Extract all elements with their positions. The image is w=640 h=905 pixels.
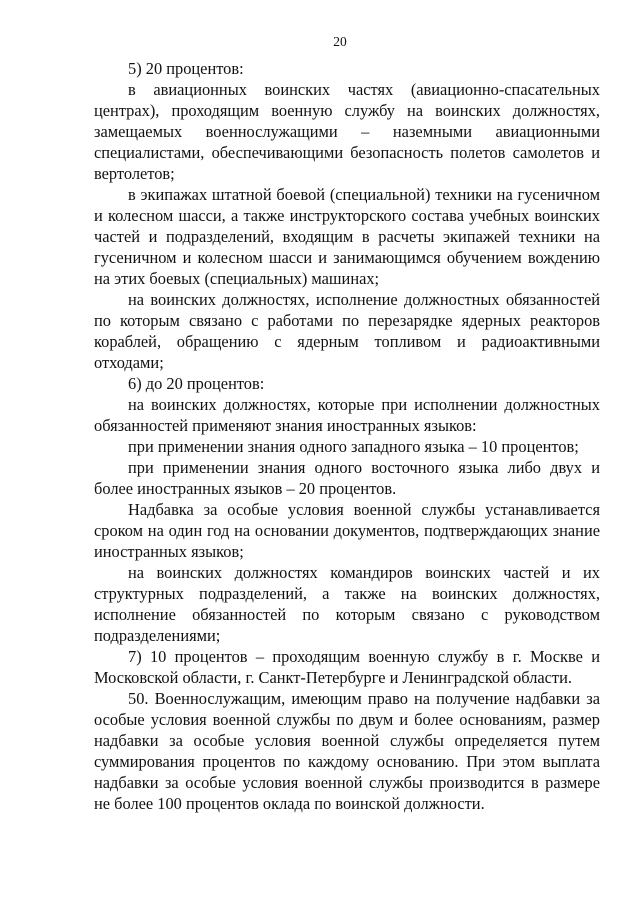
paragraph-allowance-term: Надбавка за особые условия военной службы устанавливается сроком на один год на основании документов, подтверждающих знание иностранных языков; bbox=[94, 500, 600, 561]
paragraph-nuclear: на воинских должностях, исполнение должностных обязанностей по которым связано с работами по перезарядке ядерных реакторов кораблей, обращению с ядерным топливом и радиоактивными отходами; bbox=[94, 290, 600, 372]
paragraph-languages: на воинских должностях, которые при исполнении должностных обязанностей применяют знания иностранных языков: bbox=[94, 395, 600, 435]
paragraph-6-heading: 6) до 20 процентов: bbox=[128, 374, 265, 393]
paragraph-50: 50. Военнослужащим, имеющим право на получение надбавки за особые условия военной службы по двум и более основаниям, размер надбавки за особые условия военной службы определяется путем суммирования процентов по каждому основанию. При этом выплата надбавки за особые условия военной службы производится в размере не более 100 процентов оклада по воинской должности. bbox=[94, 689, 600, 813]
paragraph-5-heading: 5) 20 процентов: bbox=[128, 59, 244, 78]
paragraph-western-language: при применении знания одного западного языка – 10 процентов; bbox=[128, 437, 579, 456]
document-body bbox=[94, 58, 600, 814]
paragraph-commanders: на воинских должностях командиров воинских частей и их структурных подразделений, а также на воинских должностях, исполнение обязанностей по которым связано с руководством подразделениями; bbox=[94, 563, 600, 645]
paragraph-eastern-language: при применении знания одного восточного языка либо двух и более иностранных языков – 20 процентов. bbox=[94, 458, 600, 498]
paragraph-aviation: в авиационных воинских частях (авиационно-спасательных центрах), проходящим военную службу на воинских должностях, замещаемых военнослужащими – наземными авиационными специалистами, обеспечивающими безопасность полетов самолетов и вертолетов; bbox=[94, 80, 600, 183]
paragraph-crews: в экипажах штатной боевой (специальной) техники на гусеничном и колесном шасси, а также инструкторского состава учебных воинских частей и подразделений, входящим в расчеты экипажей техники на гусеничном и колесном шасси и занимающимся обучением вождению на этих боевых (специальных) машинах; bbox=[94, 185, 600, 288]
paragraph-7-moscow: 7) 10 процентов – проходящим военную службу в г. Москве и Московской области, г. Санкт-Петербурге и Ленинградской области. bbox=[94, 647, 600, 687]
page-number: 20 bbox=[333, 34, 347, 49]
